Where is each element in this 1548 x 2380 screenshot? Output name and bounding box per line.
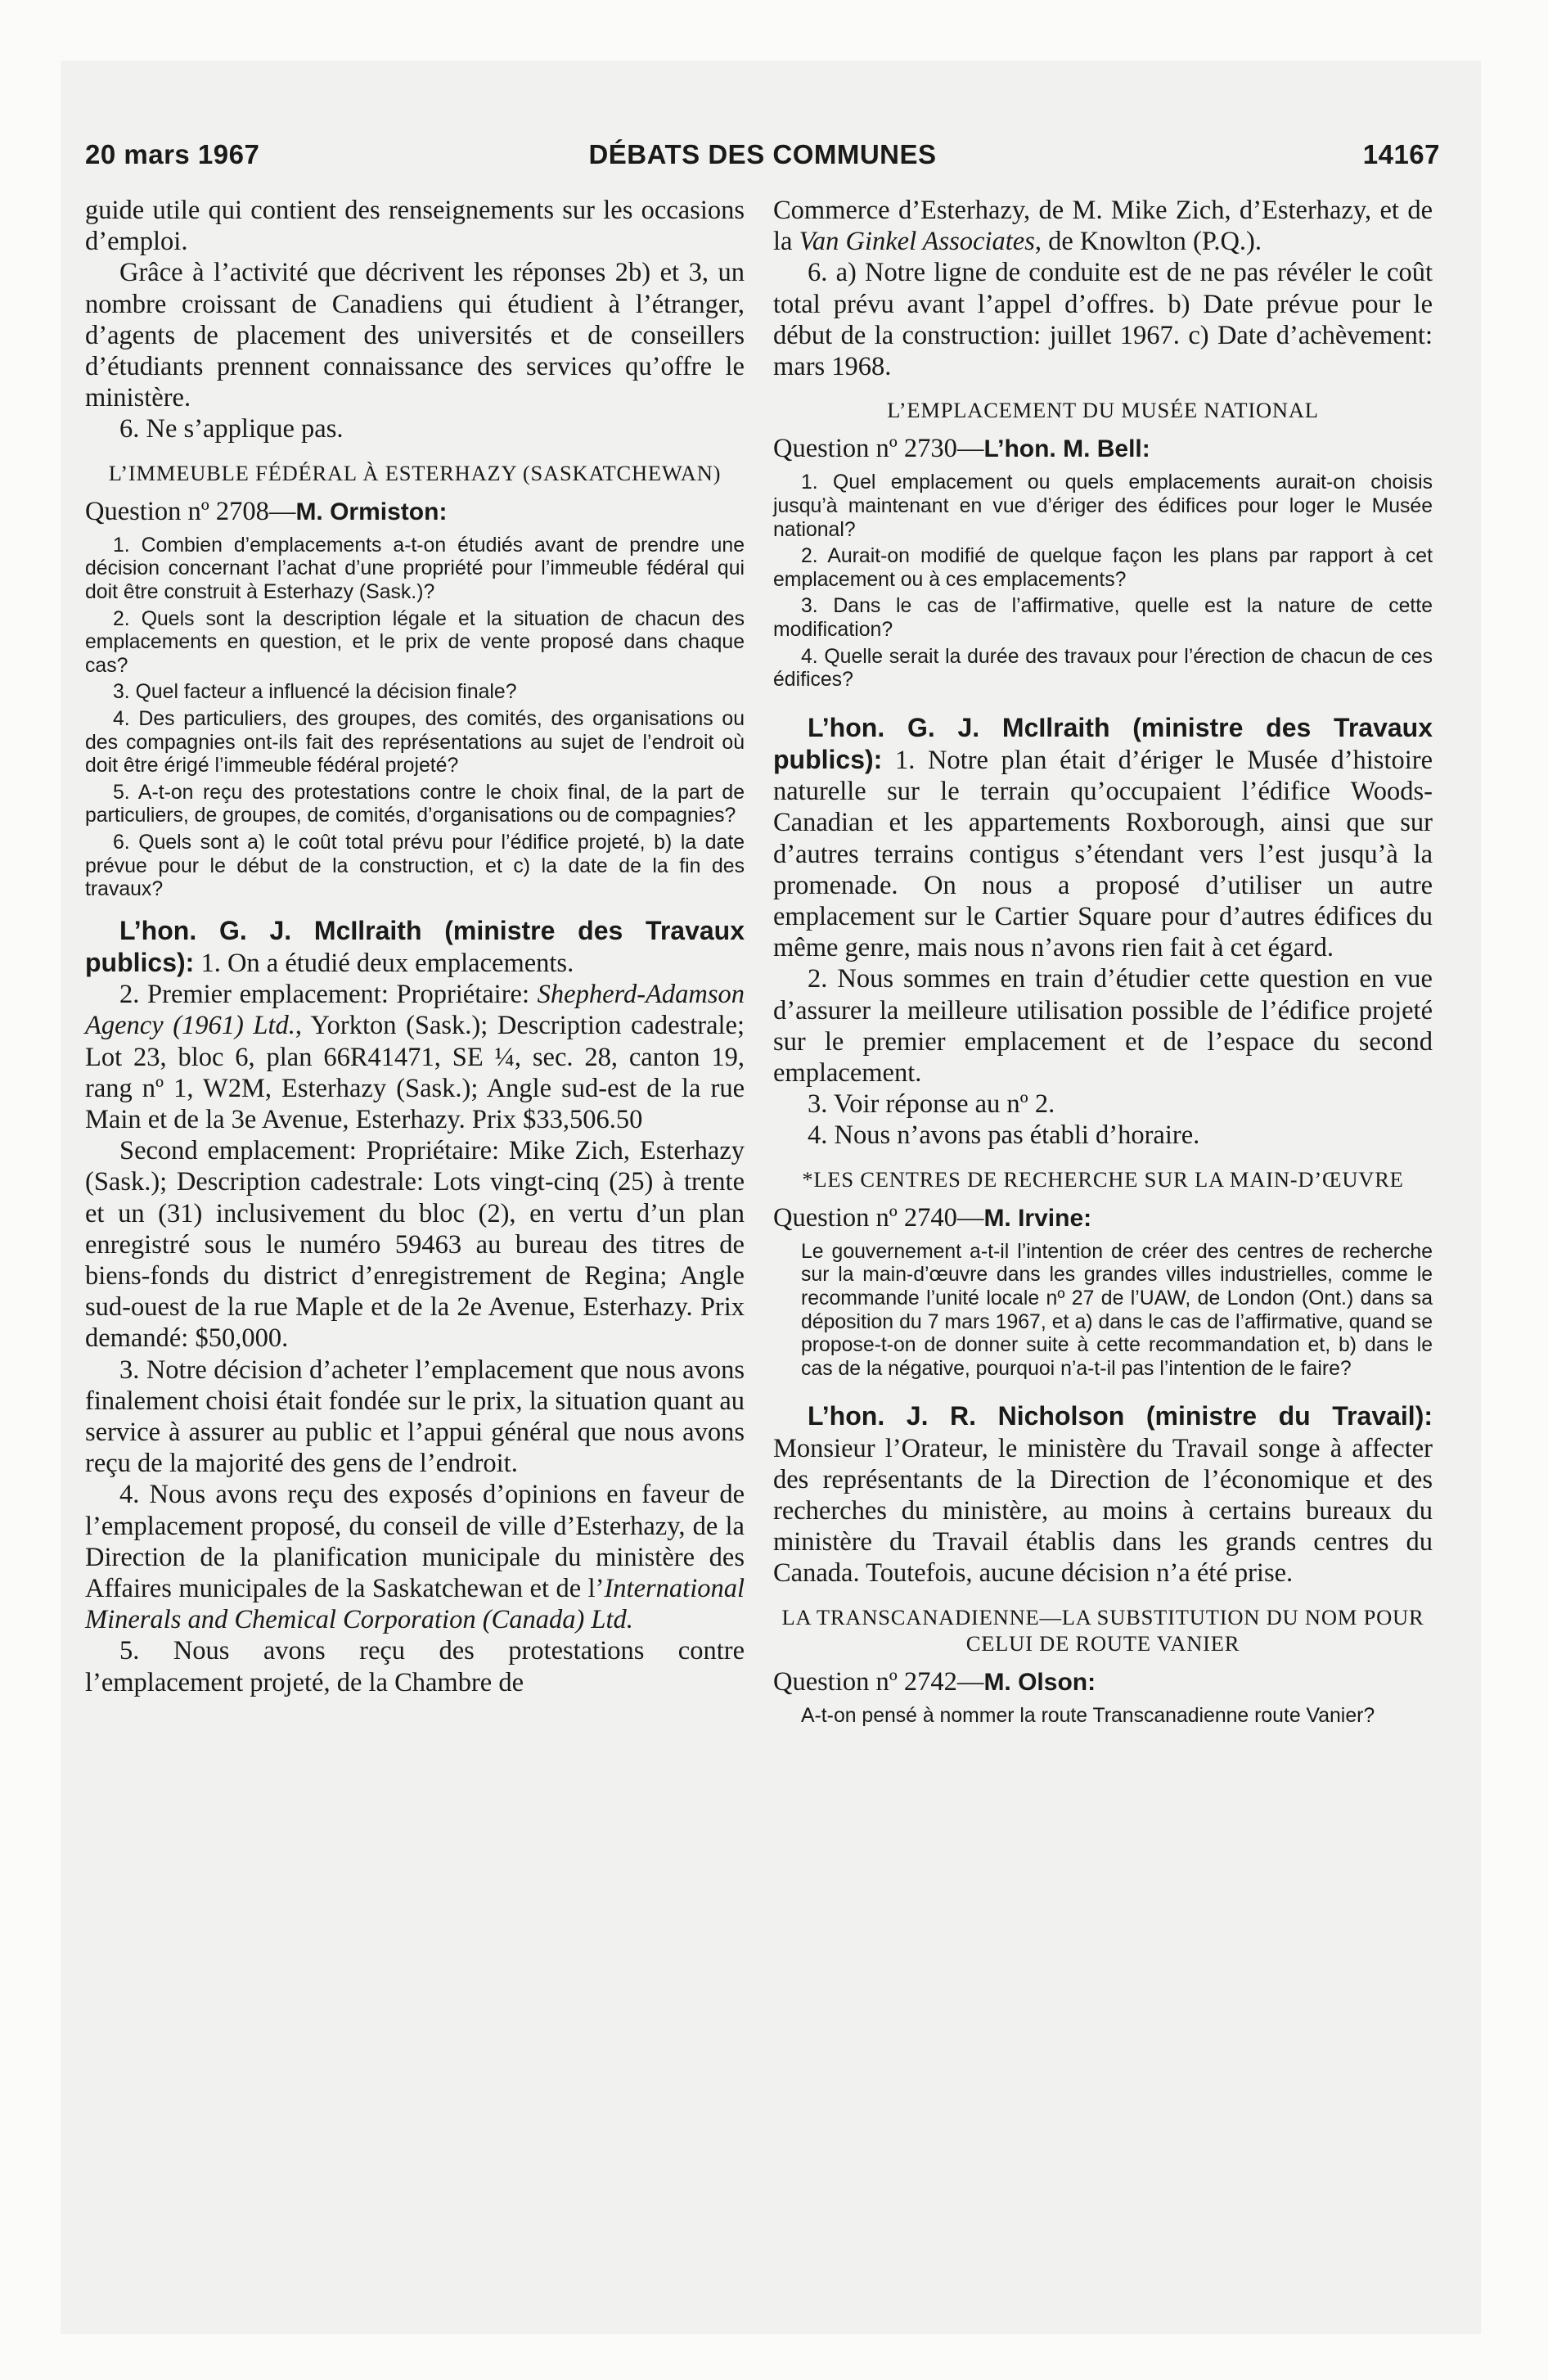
question-item: 1. Quel emplacement ou quels emplacements aurait-on choisis jusqu’à maintenant en vue d’ériger des édifices pour loger le Musée national? (773, 471, 1433, 541)
answer-paragraph: 3. Notre décision d’acheter l’emplacement que nous avons finalement choisi était fondée sur le prix, la situation quant au service à assurer au public et l’appui général que nous avons reçu de la majorité des gens de l’endroit. (85, 1355, 745, 1479)
answer-paragraph (773, 712, 1433, 964)
paragraph (773, 195, 1433, 257)
answer-paragraph: 5. Nous avons reçu des protestations contre l’emplacement projeté, de la Chambre de (85, 1636, 745, 1697)
question-number: Question nº 2708— (85, 496, 296, 526)
right-column (773, 195, 1433, 1731)
question-item: A-t-on pensé à nommer la route Transcanadienne route Vanier? (801, 1704, 1375, 1727)
header-page-number: 14167 (1362, 139, 1440, 169)
question-item: 2. Aurait-on modifié de quelque façon les plans par rapport à cet emplacement ou à ces emplacements? (773, 545, 1433, 591)
answer-paragraph: 3. Voir réponse au nº 2. (808, 1089, 1055, 1120)
question-number: Question nº 2740— (773, 1202, 984, 1233)
header-title: DÉBATS DES COMMUNES (588, 139, 937, 169)
answer-text: 1. On a étudié deux emplacements. (200, 948, 574, 978)
header-date: 20 mars 1967 (85, 139, 260, 169)
section-title: LA TRANSCANADIENNE—LA SUBSTITUTION DU NOM POUR CELUI DE ROUTE VANIER (781, 1604, 1424, 1656)
answer-text: , Yorkton (Sask.); Description cadestrale; Lot 23, bloc 6, plan 66R41471, SE ¼, sec. 28, canton 19, rang nº 1, W2M, Esterhazy (Sask.); Angle sud-est de la rue Main et de la 3e Avenue, Esterhazy. Prix $33,506.50 (85, 1011, 745, 1134)
paragraph: 6. a) Notre ligne de conduite est de ne pas révéler le coût total prévu avant l’appel d’offres. b) Date prévue pour le début de la construction: juillet 1967. c) Date d’achèvement: mars 1968. (773, 258, 1433, 382)
question-item: 2. Quels sont la description légale et la situation de chacun des emplacements en question, et le prix de vente proposé dans chaque cas? (85, 607, 745, 677)
answer-speaker: L’hon. J. R. Nicholson (ministre du Travail): (808, 1401, 1433, 1431)
question-number: Question nº 2742— (773, 1666, 984, 1697)
paragraph: guide utile qui contient des renseignements sur les occasions d’emploi. (85, 196, 745, 257)
question-member: M. Ormiston: (295, 498, 448, 525)
answer-text: 1. Notre plan était d’ériger le Musée d’histoire naturelle sur le terrain qu’occupaient l’édifice Woods-Canadian et les appartements Roxborough, ainsi que sur d’autres terrains contigus s’étendant vers l’est jusqu’à la promenade. On nous a proposé d’utiliser un autre emplacement sur le Cartier Square pour d’autres édifices du même genre, mais nous n’avons rien fait à cet égard. (773, 745, 1433, 963)
question-number: Question nº 2730— (773, 434, 984, 464)
question-item: 3. Quel facteur a influencé la décision finale? (113, 681, 517, 704)
company-name: Van Ginkel Associates (799, 227, 1035, 257)
answer-paragraph (85, 1479, 745, 1635)
company-name: International Minerals and Chemical Corporation (Canada) Ltd. (85, 1574, 745, 1635)
section-title: L’EMPLACEMENT DU MUSÉE NATIONAL (887, 398, 1319, 423)
question-item: 1. Combien d’emplacements a-t-on étudiés avant de prendre une décision concernant l’achat d’une propriété pour l’immeuble fédéral qui doit être construit à Esterhazy (Sask.)? (85, 534, 745, 604)
answer-text: , de Knowlton (P.Q.). (1034, 227, 1262, 257)
left-column (85, 195, 745, 1698)
answer-paragraph (773, 1400, 1433, 1589)
question-item: 4. Des particuliers, des groupes, des comités, des organisations ou des compagnies ont-ils fait des représentations au sujet de l’endroit où doit être érigé l’immeuble fédéral projeté? (85, 707, 745, 778)
page-header (85, 139, 1440, 177)
answer-paragraph: Second emplacement: Propriétaire: Mike Zich, Esterhazy (Sask.); Description cadestrale: Lots vingt-cinq (25) à trente et un (31) inclusivement du bloc (2), en vertu d’un plan enregistré sous le numéro 59463 au bureau des titres de biens-fonds du district d’enregistrement de Regina; Angle sud-ouest de la rue Maple et de la 2e Avenue, Esterhazy. Prix demandé: $50,000. (85, 1136, 745, 1354)
question-member: M. Irvine: (983, 1204, 1092, 1232)
answer-text: Commerce d’Esterhazy, de M. Mike Zich, d’Esterhazy, et de la (773, 196, 1433, 257)
answer-speaker: L’hon. G. J. McIlraith (ministre des Travaux publics): (85, 915, 745, 977)
answer-paragraph (85, 979, 745, 1135)
question-member: M. Olson: (983, 1668, 1096, 1696)
question-item: 4. Quelle serait la durée des travaux pour l’érection de chacun de ces édifices? (773, 645, 1433, 692)
question-item: 3. Dans le cas de l’affirmative, quelle est la nature de cette modification? (773, 595, 1433, 641)
question-item: 6. Quels sont a) le coût total prévu pour l’édifice projeté, b) la date prévue pour le début de la construction, et c) la date de la fin des travaux? (85, 831, 745, 901)
answer-text: Monsieur l’Orateur, le ministère du Travail songe à affecter des représentants de la Direction de l’économique et des recherches du ministère, au moins à certains bureaux du ministère du Travail établis dans les grands centres du Canada. Toutefois, aucune décision n’a été prise. (773, 1433, 1433, 1589)
question-member: L’hon. M. Bell: (983, 435, 1150, 463)
question-heading (773, 1666, 1433, 1698)
answer-text: 2. Premier emplacement: Propriétaire: (119, 980, 538, 1010)
paragraph: Grâce à l’activité que décrivent les réponses 2b) et 3, un nombre croissant de Canadiens qui étudient à l’étranger, d’agents de placement des universités et de conseillers d’étudiants prennent connaissance des services qu’offre le ministère. (85, 258, 745, 413)
answer-paragraph: 2. Nous sommes en train d’étudier cette question en vue d’assurer la meilleure utilisation possible de l’édifice projeté sur le premier emplacement et de l’espace du second emplacement. (773, 964, 1433, 1088)
question-heading (773, 433, 1433, 465)
answer-text: 4. Nous avons reçu des exposés d’opinions en faveur de l’emplacement proposé, du conseil de ville d’Esterhazy, de la Direction de la planification municipale du ministère des Affaires municipales de la Saskatchewan et de l’ (85, 1480, 745, 1603)
paragraph: 6. Ne s’applique pas. (119, 414, 344, 444)
question-heading (85, 496, 745, 528)
question-item: 5. A-t-on reçu des protestations contre le choix final, de la part de particuliers, de groupes, de comités, d’organisations ou de compagnies? (85, 781, 745, 827)
owner-name: Shepherd-Adamson Agency (1961) Ltd. (85, 980, 745, 1041)
answer-speaker: L’hon. G. J. McIlraith (ministre des Travaux publics): (773, 712, 1433, 774)
question-heading (773, 1202, 1433, 1234)
question-item: Le gouvernement a-t-il l’intention de créer des centres de recherche sur la main-d’œuvre dans les grandes villes industrielles, comme le recommande l’unité locale nº 27 de l’UAW, de London (Ont.) dans sa déposition du 7 mars 1967, et a) dans le cas de l’affirmative, quand se propose-t-on de donner suite à cette recommandation et, b) dans le cas de la négative, pourquoi n’a-t-il pas l’intention de le faire? (801, 1240, 1433, 1380)
section-title: *LES CENTRES DE RECHERCHE SUR LA MAIN-D’ŒUVRE (802, 1166, 1404, 1192)
answer-paragraph (85, 915, 745, 979)
answer-paragraph: 4. Nous n’avons pas établi d’horaire. (808, 1120, 1200, 1151)
section-title: L’IMMEUBLE FÉDÉRAL À ESTERHAZY (SASKATCHEWAN) (108, 460, 722, 485)
